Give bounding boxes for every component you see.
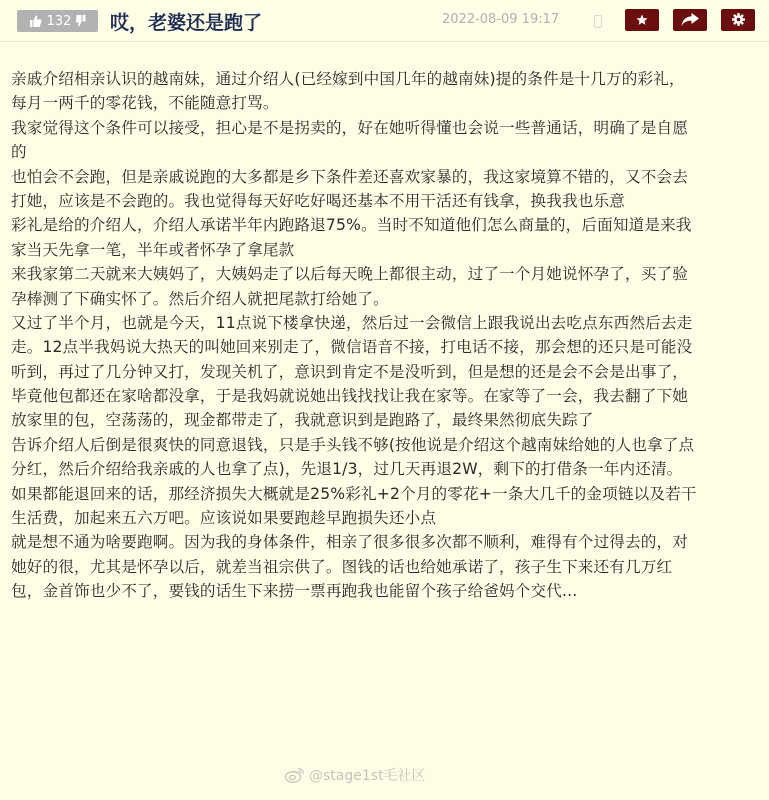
content-line: 亲戚介绍相亲认识的越南妹，通过介绍人(已经嫁到中国几年的越南妹)提的条件是十几万的彩礼， [11, 70, 685, 88]
content-line: 就是想不通为啥要跑啊。因为我的身体条件，相亲了很多很多次都不顺利，难得有个过得去的，对 [11, 533, 688, 552]
post-title: 哎，老婆还是跑了 [110, 12, 263, 34]
content-line: 来我家第二天就来大姨妈了，大姨妈走了以后每天晚上都很主动，过了一个月她说怀孕了，买了验 [11, 265, 688, 284]
content-line: 生活费，加起来五六万吧。应该说如果要跑趁早跑损失还小点 [11, 509, 437, 528]
post-content [11, 67, 756, 604]
content-line: 她好的很，尤其是怀孕以后，就差当祖宗供了。图钱的话也给她承诺了，孩子生下来还有几万红 [11, 557, 673, 576]
post-header [0, 0, 769, 42]
phone-icon [594, 15, 602, 28]
content-line: 又过了半个月，也就是今天，11点说下楼拿快递，然后过一会微信上跟我说出去吃点东西然后去走 [11, 313, 693, 332]
content-line: 放家里的包，空荡荡的，现金都带走了，我就意识到是跑路了，最终果然彻底失踪了 [11, 411, 594, 430]
content-line: 彩礼是给的介绍人，介绍人承诺半年内跑路退75%。当时不知道他们怎么商量的，后面知道是来我 [11, 216, 692, 235]
vote-count: 132 [46, 13, 72, 29]
content-line: 告诉介绍人后倒是很爽快的同意退钱，只是手头钱不够(按他说是介绍这个越南妹给她的人也拿了点 [11, 435, 695, 454]
thumbs-up-icon[interactable] [29, 15, 42, 27]
content-line: 分红，然后介绍给我亲戚的人也拿了点)，先退1/3，过几天再退2W，剩下的打借条一年内还清。 [11, 460, 683, 479]
thumbs-down-icon[interactable] [76, 15, 86, 27]
vote-badge[interactable] [17, 10, 98, 32]
watermark-text: @stage1st毛社区 [309, 768, 426, 784]
content-line: 走。12点半我妈说大热天的叫她回来别走了，微信语音不接，打电话不接，那会想的还只是可能没 [11, 338, 693, 357]
content-line: 听到，再过了几分钟又打，发现关机了，意识到肯定不是没听到，但是想的还是会不会是出事了， [11, 362, 688, 381]
content-line: 毕竟他包都还在家啥都没拿，于是我妈就说她出钱找找让我在家等。在家等了一会，我去翻了下她 [11, 387, 688, 406]
content-line: 每月一两千的零花钱，不能随意打骂。 [11, 94, 279, 113]
content-line: 孕棒测了下确实怀了。然后介绍人就把尾款打给她了。 [11, 289, 389, 308]
content-line: 如果都能退回来的话，那经济损失大概就是25%彩礼+2个月的零花+一条大几千的金项链以及若干 [11, 484, 697, 503]
star-icon [636, 11, 648, 30]
share-icon [681, 11, 699, 30]
content-line: 我家觉得这个条件可以接受，担心是不是拐卖的，好在她听得懂也会说一些普通话，明确了是自愿 [11, 118, 688, 137]
favorite-button[interactable] [625, 9, 659, 31]
content-line: 包，金首饰也少不了，要钱的话生下来捞一票再跑我也能留个孩子给爸妈个交代... [11, 582, 578, 601]
share-button[interactable] [673, 9, 707, 31]
content-line: 打她，应该是不会跑的。我也觉得每天好吃好喝还基本不用干活还有钱拿，换我我也乐意 [11, 191, 626, 210]
content-line: 的 [11, 143, 27, 162]
settings-button[interactable] [721, 9, 755, 31]
weibo-logo-icon [285, 767, 305, 783]
watermark [285, 765, 426, 785]
post-datetime: 2022-08-09 19:17 [442, 12, 560, 27]
content-line: 也怕会不会跑，但是亲戚说跑的大多都是乡下条件差还喜欢家暴的，我这家境算不错的，又不会去 [11, 167, 688, 186]
content-line: 家当天先拿一笔，半年或者怀孕了拿尾款 [11, 240, 295, 259]
gear-icon [732, 11, 745, 30]
